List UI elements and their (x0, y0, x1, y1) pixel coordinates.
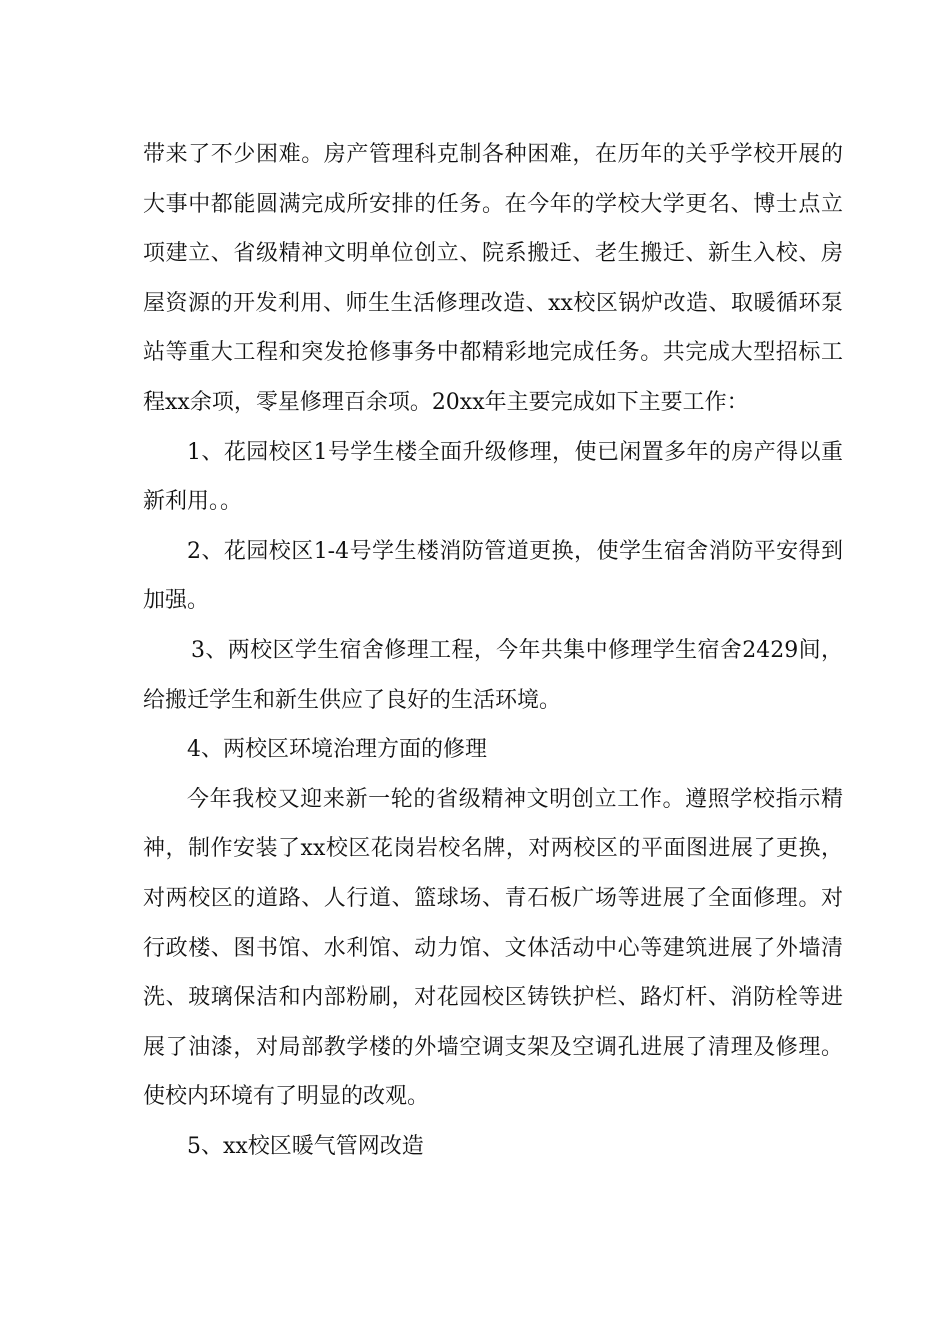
paragraph-item-3: 3、两校区学生宿舍修理工程，今年共集中修理学生宿舍2429间，给搬迁学生和新生供应了良好的生活环境。 (143, 637, 843, 713)
paragraph-item-4-body: 今年我校又迎来新一轮的省级精神文明创立工作。遵照学校指示精神，制作安装了xx校区花岗岩校名牌，对两校区的平面图进展了更换，对两校区的道路、人行道、篮球场、青石板广场等进展了全面修理。对行政楼、图书馆、水利馆、动力馆、文体活动中心等建筑进展了外墙清洗、玻璃保洁和内部粉刷，对花园校区铸铁护栏、路灯杆、消防栓等进展了油漆，对局部教学楼的外墙空调支架及空调孔进展了清理及修理。使校内环境有了明显的改观。 (143, 786, 843, 1110)
paragraph-item-2: 2、花园校区1-4号学生楼消防管道更换，使学生宿舍消防平安得到加强。 (143, 538, 843, 614)
paragraph-item-5-heading: 5、xx校区暖气管网改造 (187, 1133, 424, 1159)
paragraph-item-1: 1、花园校区1号学生楼全面升级修理，使已闲置多年的房产得以重新利用。。 (143, 439, 843, 515)
paragraph-intro: 带来了不少困难。房产管理科克制各种困难，在历年的关乎学校开展的大事中都能圆满完成所安排的任务。在今年的学校大学更名、博士点立项建立、省级精神文明单位创立、院系搬迁、老生搬迁、新生入校、房屋资源的开发利用、师生生活修理改造、xx校区锅炉改造、取暖循环泵站等重大工程和突发抢修事务中都精彩地完成任务。共完成大型招标工程xx余项，零星修理百余项。20xx年主要完成如下主要工作： (143, 142, 843, 415)
paragraph-item-4-heading: 4、两校区环境治理方面的修理 (187, 737, 487, 763)
document-body (143, 130, 843, 1171)
